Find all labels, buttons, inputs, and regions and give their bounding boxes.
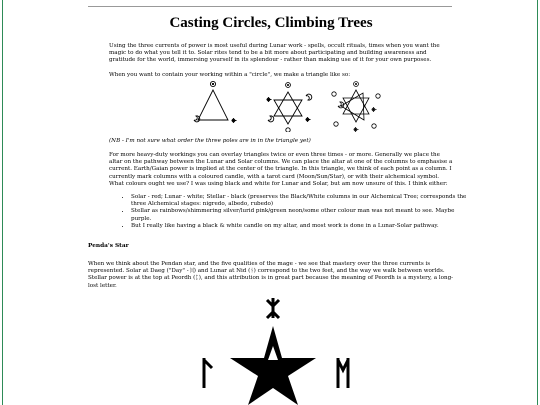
star-glyph [232,118,237,123]
triangle-intro-paragraph: When you want to contain your working within a "circle", we make a triangle like so: [109,72,351,78]
rune-peordh [267,298,279,318]
list-item: • Stellar as rainbows/shimmering silver/lurid pink/green neon/some other colour man was not meant to see. Maybe purple. [131,208,476,222]
colour-options-list [109,194,476,230]
nb-note: (NB - I'm not sure what order the three poles are in in the triangle yet) [109,138,311,144]
enneagram-figure [332,82,380,132]
triangle-figure-1 [194,81,237,123]
heavy-duty-paragraph: For more heavy-duty workings you can overlay triangles twice or even three times - or more. Generally we place the altar on the pathway between the Lunar and Solar columns. We can place the altar at one of the columns to emphasise a current. Earth/Gaian power is implied at the center of the triangle. In this triangle, we think of each point as a column. I currently mark columns with a coloured candle, with a tarot card (Moon/Sun/Star), or with their alchemical symbol. What colours ought we use? I was using black and white for Lunar and Solar, but am now unsure of this. I think either: [109,152,453,187]
penda-paragraph: When we think about the Pendan star, and the five qualities of the mage - we see that mastery over the three currents is represented. Solar at Daeg ("Day" - ᛞ) and Lunar at Nid (ᚾ) correspond to the two feet, and the way we walk between worlds. Stellar power is at the top at Peordh (ᛈ), and this attribution is in great part because the meaning of Peordh is a mystery, a long-lost letter. [88,261,454,289]
hexagram-figure [267,83,312,132]
penda-heading: Penda's Star [88,243,129,249]
page-border-left [2,0,3,405]
enneagram-tri-1 [343,90,369,114]
hexagram-up [274,92,302,116]
triangle-shape [198,90,228,120]
hexagram-down [274,100,302,124]
top-rule [88,6,452,7]
intro-paragraph: Using the three currents of power is most useful during Lunar work - spells, occult rituals, times when you want the magic to do what you tell it to. Solar rites tend to be a bit more about participating and building awareness and gratitude for the world, immersing yourself in its splendour - rather than making use of it for your own purposes. [109,43,440,64]
list-item: • Solar - red; Lunar - white; Stellar - black (preserves the Black/White columns in our Alchemical Tree; corresponds the three Alchemical stages: nigredo, albedo, rubedo) [131,194,476,208]
page-title: Casting Circles, Climbing Trees [169,15,373,31]
list-item: • But I really like having a black & white candle on my altar, and most work is done in a Lunar-Solar pathway. [131,223,476,230]
triangle-figures [188,80,388,132]
penda-star-figure [188,296,358,405]
pentagram [230,326,316,405]
rune-daeg-left [204,358,212,388]
page-border-right [537,0,538,405]
rune-right [338,358,348,388]
